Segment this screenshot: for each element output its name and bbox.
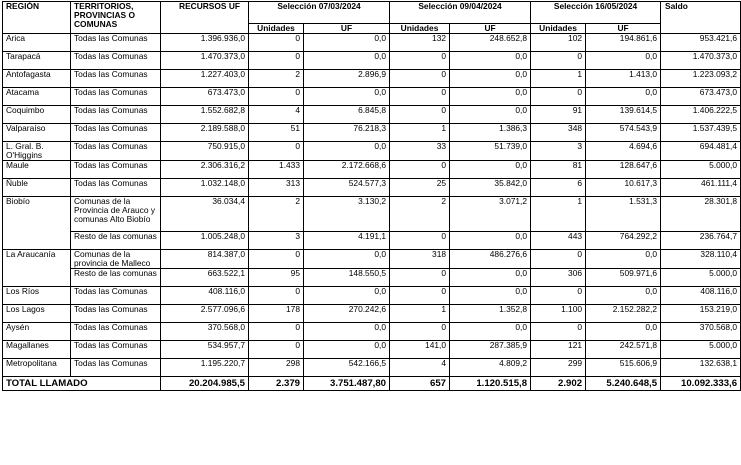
territorio-cell: Todas las Comunas xyxy=(71,106,161,124)
territorio-cell: Todas las Comunas xyxy=(71,323,161,341)
unidades-2-cell: 0 xyxy=(390,269,450,287)
uf-2-cell: 0,0 xyxy=(450,52,531,70)
territorio-cell: Todas las Comunas xyxy=(71,70,161,88)
uf-1-cell: 0,0 xyxy=(304,142,390,161)
uf-1-cell: 0,0 xyxy=(304,341,390,359)
uf-3-cell: 574.543,9 xyxy=(586,124,661,142)
region-cell: Ñuble xyxy=(3,179,71,197)
uf-3-cell: 194.861,6 xyxy=(586,34,661,52)
unidades-3-cell: 102 xyxy=(531,34,586,52)
saldo-cell: 5.000,0 xyxy=(661,161,741,179)
territorio-cell: Todas las Comunas xyxy=(71,124,161,142)
unidades-2-cell: 0 xyxy=(390,287,450,305)
region-cell: La Araucanía xyxy=(3,250,71,287)
unidades-1-cell: 313 xyxy=(249,179,304,197)
selection-table xyxy=(2,1,741,391)
unidades-1-cell: 4 xyxy=(249,106,304,124)
uf-3-cell: 0,0 xyxy=(586,323,661,341)
recursos-cell: 814.387,0 xyxy=(161,250,249,269)
recursos-cell: 2.577.096,6 xyxy=(161,305,249,323)
unidades-2-cell: 141,0 xyxy=(390,341,450,359)
uf-2-cell: 0,0 xyxy=(450,161,531,179)
header-saldo: Saldo xyxy=(661,2,741,34)
unidades-1-cell: 0 xyxy=(249,34,304,52)
uf-3-cell: 764.292,2 xyxy=(586,232,661,250)
table-row xyxy=(3,142,741,161)
unidades-1-cell: 51 xyxy=(249,124,304,142)
header-selection-1: Selección 07/03/2024 xyxy=(249,2,390,24)
unidades-2-cell: 0 xyxy=(390,88,450,106)
uf-3-cell: 128.647,6 xyxy=(586,161,661,179)
uf-2-cell: 35.842,0 xyxy=(450,179,531,197)
uf-1-cell: 0,0 xyxy=(304,287,390,305)
table-row xyxy=(3,305,741,323)
unidades-1-cell: 95 xyxy=(249,269,304,287)
table-row xyxy=(3,34,741,52)
territorio-cell: Todas las Comunas xyxy=(71,287,161,305)
territorio-cell: Todas las Comunas xyxy=(71,34,161,52)
uf-1-cell: 0,0 xyxy=(304,323,390,341)
territorio-cell: Resto de las comunas xyxy=(71,232,161,250)
table-row xyxy=(3,106,741,124)
saldo-cell: 370.568,0 xyxy=(661,323,741,341)
region-cell: Tarapacá xyxy=(3,52,71,70)
uf-1-cell: 0,0 xyxy=(304,52,390,70)
unidades-1-cell: 178 xyxy=(249,305,304,323)
saldo-cell: 153.219,0 xyxy=(661,305,741,323)
uf-1-cell: 148.550,5 xyxy=(304,269,390,287)
recursos-cell: 663.522,1 xyxy=(161,269,249,287)
uf-3-cell: 0,0 xyxy=(586,52,661,70)
territorio-cell: Todas las Comunas xyxy=(71,305,161,323)
uf-2-cell: 0,0 xyxy=(450,106,531,124)
unidades-1-cell: 1.433 xyxy=(249,161,304,179)
saldo-cell: 953.421,6 xyxy=(661,34,741,52)
uf-3-cell: 139.614,5 xyxy=(586,106,661,124)
unidades-2-cell: 0 xyxy=(390,106,450,124)
unidades-1-cell: 0 xyxy=(249,142,304,161)
region-cell: Coquimbo xyxy=(3,106,71,124)
uf-3-cell: 1.531,3 xyxy=(586,197,661,232)
uf-1-cell: 3.130,2 xyxy=(304,197,390,232)
total-saldo: 10.092.333,6 xyxy=(661,377,741,391)
recursos-cell: 2.306.316,2 xyxy=(161,161,249,179)
region-cell: Los Ríos xyxy=(3,287,71,305)
table-row xyxy=(3,70,741,88)
territorio-cell: Comunas de la Provincia de Arauco y comunas Alto Biobío xyxy=(71,197,161,232)
saldo-cell: 5.000,0 xyxy=(661,341,741,359)
uf-2-cell: 3.071,2 xyxy=(450,197,531,232)
saldo-cell: 1.537.439,5 xyxy=(661,124,741,142)
recursos-cell: 2.189.588,0 xyxy=(161,124,249,142)
unidades-1-cell: 0 xyxy=(249,88,304,106)
uf-1-cell: 2.896,9 xyxy=(304,70,390,88)
uf-2-cell: 486.276,6 xyxy=(450,250,531,269)
uf-3-cell: 0,0 xyxy=(586,250,661,269)
unidades-1-cell: 2 xyxy=(249,70,304,88)
table-row xyxy=(3,88,741,106)
unidades-3-cell: 0 xyxy=(531,250,586,269)
header-uf-2: UF xyxy=(450,24,531,34)
saldo-cell: 328.110,4 xyxy=(661,250,741,269)
uf-1-cell: 542.166,5 xyxy=(304,359,390,377)
region-cell: Aysén xyxy=(3,323,71,341)
header-territorios: TERRITORIOS, PROVINCIAS O COMUNAS xyxy=(71,2,161,34)
uf-1-cell: 0,0 xyxy=(304,34,390,52)
unidades-3-cell: 81 xyxy=(531,161,586,179)
saldo-cell: 673.473,0 xyxy=(661,88,741,106)
uf-1-cell: 2.172.668,6 xyxy=(304,161,390,179)
unidades-1-cell: 0 xyxy=(249,323,304,341)
unidades-1-cell: 0 xyxy=(249,341,304,359)
uf-3-cell: 1.413,0 xyxy=(586,70,661,88)
uf-1-cell: 270.242,6 xyxy=(304,305,390,323)
recursos-cell: 750.915,0 xyxy=(161,142,249,161)
territorio-cell: Todas las Comunas xyxy=(71,88,161,106)
saldo-cell: 28.301,8 xyxy=(661,197,741,232)
total-uf-1: 3.751.487,80 xyxy=(304,377,390,391)
uf-2-cell: 1.352,8 xyxy=(450,305,531,323)
territorio-cell: Resto de las comunas xyxy=(71,269,161,287)
territorio-cell: Todas las Comunas xyxy=(71,341,161,359)
recursos-cell: 1.005.248,0 xyxy=(161,232,249,250)
unidades-3-cell: 0 xyxy=(531,287,586,305)
unidades-2-cell: 0 xyxy=(390,323,450,341)
unidades-3-cell: 91 xyxy=(531,106,586,124)
uf-2-cell: 0,0 xyxy=(450,323,531,341)
unidades-3-cell: 0 xyxy=(531,88,586,106)
unidades-2-cell: 1 xyxy=(390,124,450,142)
region-cell: Antofagasta xyxy=(3,70,71,88)
unidades-3-cell: 121 xyxy=(531,341,586,359)
unidades-3-cell: 443 xyxy=(531,232,586,250)
saldo-cell: 694.481,4 xyxy=(661,142,741,161)
region-cell: Magallanes xyxy=(3,341,71,359)
table-row xyxy=(3,52,741,70)
territorio-cell: Comunas de la provincia de Malleco xyxy=(71,250,161,269)
unidades-3-cell: 3 xyxy=(531,142,586,161)
region-cell: Valparaíso xyxy=(3,124,71,142)
unidades-2-cell: 25 xyxy=(390,179,450,197)
unidades-1-cell: 2 xyxy=(249,197,304,232)
uf-2-cell: 248.652,8 xyxy=(450,34,531,52)
unidades-3-cell: 6 xyxy=(531,179,586,197)
uf-1-cell: 4.191,1 xyxy=(304,232,390,250)
region-cell: Los Lagos xyxy=(3,305,71,323)
recursos-cell: 1.032.148,0 xyxy=(161,179,249,197)
region-cell: Maule xyxy=(3,161,71,179)
uf-2-cell: 0,0 xyxy=(450,70,531,88)
uf-3-cell: 10.617,3 xyxy=(586,179,661,197)
header-uf-3: UF xyxy=(586,24,661,34)
unidades-1-cell: 3 xyxy=(249,232,304,250)
uf-3-cell: 4.694,6 xyxy=(586,142,661,161)
unidades-3-cell: 0 xyxy=(531,323,586,341)
unidades-1-cell: 298 xyxy=(249,359,304,377)
saldo-cell: 408.116,0 xyxy=(661,287,741,305)
table-row xyxy=(3,161,741,179)
uf-3-cell: 509.971,6 xyxy=(586,269,661,287)
header-region: REGIÓN xyxy=(3,2,71,34)
header-recursos: RECURSOS UF xyxy=(161,2,249,34)
region-cell: L. Gral. B. O'Higgins xyxy=(3,142,71,161)
region-cell: Atacama xyxy=(3,88,71,106)
table-row xyxy=(3,287,741,305)
table-row xyxy=(3,197,741,232)
total-uf-2: 1.120.515,8 xyxy=(450,377,531,391)
total-uf-3: 5.240.648,5 xyxy=(586,377,661,391)
uf-2-cell: 0,0 xyxy=(450,269,531,287)
unidades-3-cell: 1 xyxy=(531,197,586,232)
recursos-cell: 1.195.220,7 xyxy=(161,359,249,377)
territorio-cell: Todas las Comunas xyxy=(71,161,161,179)
table-row xyxy=(3,232,741,250)
unidades-2-cell: 0 xyxy=(390,52,450,70)
unidades-2-cell: 1 xyxy=(390,305,450,323)
unidades-1-cell: 0 xyxy=(249,52,304,70)
region-cell: Biobío xyxy=(3,197,71,250)
unidades-2-cell: 132 xyxy=(390,34,450,52)
header-selection-2: Selección 09/04/2024 xyxy=(390,2,531,24)
uf-1-cell: 6.845,8 xyxy=(304,106,390,124)
unidades-1-cell: 0 xyxy=(249,287,304,305)
territorio-cell: Todas las Comunas xyxy=(71,142,161,161)
unidades-1-cell: 0 xyxy=(249,250,304,269)
uf-1-cell: 0,0 xyxy=(304,250,390,269)
recursos-cell: 1.396.936,0 xyxy=(161,34,249,52)
recursos-cell: 36.034,4 xyxy=(161,197,249,232)
unidades-2-cell: 318 xyxy=(390,250,450,269)
region-cell: Arica xyxy=(3,34,71,52)
unidades-3-cell: 306 xyxy=(531,269,586,287)
total-label: TOTAL LLAMADO xyxy=(3,377,161,391)
recursos-cell: 673.473,0 xyxy=(161,88,249,106)
table-row xyxy=(3,359,741,377)
total-unidades-1: 2.379 xyxy=(249,377,304,391)
unidades-3-cell: 1.100 xyxy=(531,305,586,323)
unidades-2-cell: 0 xyxy=(390,70,450,88)
recursos-cell: 370.568,0 xyxy=(161,323,249,341)
saldo-cell: 132.638,1 xyxy=(661,359,741,377)
uf-3-cell: 242.571,8 xyxy=(586,341,661,359)
table-row xyxy=(3,341,741,359)
uf-3-cell: 0,0 xyxy=(586,88,661,106)
saldo-cell: 1.406.222,5 xyxy=(661,106,741,124)
table-row xyxy=(3,323,741,341)
uf-2-cell: 0,0 xyxy=(450,88,531,106)
uf-2-cell: 287.385,9 xyxy=(450,341,531,359)
total-unidades-3: 2.902 xyxy=(531,377,586,391)
uf-2-cell: 0,0 xyxy=(450,287,531,305)
uf-2-cell: 1.386,3 xyxy=(450,124,531,142)
total-recursos: 20.204.985,5 xyxy=(161,377,249,391)
header-unidades-3: Unidades xyxy=(531,24,586,34)
table-row xyxy=(3,179,741,197)
territorio-cell: Todas las Comunas xyxy=(71,52,161,70)
region-cell: Metropolitana xyxy=(3,359,71,377)
uf-3-cell: 515.606,9 xyxy=(586,359,661,377)
unidades-3-cell: 1 xyxy=(531,70,586,88)
saldo-cell: 1.470.373,0 xyxy=(661,52,741,70)
saldo-cell: 1.223.093,2 xyxy=(661,70,741,88)
recursos-cell: 1.552.682,8 xyxy=(161,106,249,124)
saldo-cell: 236.764,7 xyxy=(661,232,741,250)
unidades-3-cell: 299 xyxy=(531,359,586,377)
table-row xyxy=(3,250,741,269)
unidades-2-cell: 4 xyxy=(390,359,450,377)
territorio-cell: Todas las Comunas xyxy=(71,359,161,377)
unidades-2-cell: 0 xyxy=(390,161,450,179)
header-unidades-1: Unidades xyxy=(249,24,304,34)
uf-2-cell: 0,0 xyxy=(450,232,531,250)
uf-3-cell: 0,0 xyxy=(586,287,661,305)
table-row xyxy=(3,124,741,142)
unidades-2-cell: 33 xyxy=(390,142,450,161)
header-selection-3: Selección 16/05/2024 xyxy=(531,2,661,24)
header-unidades-2: Unidades xyxy=(390,24,450,34)
unidades-2-cell: 0 xyxy=(390,232,450,250)
recursos-cell: 1.470.373,0 xyxy=(161,52,249,70)
uf-1-cell: 76.218,3 xyxy=(304,124,390,142)
uf-2-cell: 4.809,2 xyxy=(450,359,531,377)
uf-2-cell: 51.739,0 xyxy=(450,142,531,161)
saldo-cell: 5.000,0 xyxy=(661,269,741,287)
uf-1-cell: 524.577,3 xyxy=(304,179,390,197)
total-unidades-2: 657 xyxy=(390,377,450,391)
unidades-3-cell: 0 xyxy=(531,52,586,70)
recursos-cell: 1.227.403,0 xyxy=(161,70,249,88)
uf-1-cell: 0,0 xyxy=(304,88,390,106)
unidades-2-cell: 2 xyxy=(390,197,450,232)
territorio-cell: Todas las Comunas xyxy=(71,179,161,197)
table-row xyxy=(3,269,741,287)
unidades-3-cell: 348 xyxy=(531,124,586,142)
saldo-cell: 461.111,4 xyxy=(661,179,741,197)
header-uf-1: UF xyxy=(304,24,390,34)
uf-3-cell: 2.152.282,2 xyxy=(586,305,661,323)
recursos-cell: 408.116,0 xyxy=(161,287,249,305)
recursos-cell: 534.957,7 xyxy=(161,341,249,359)
